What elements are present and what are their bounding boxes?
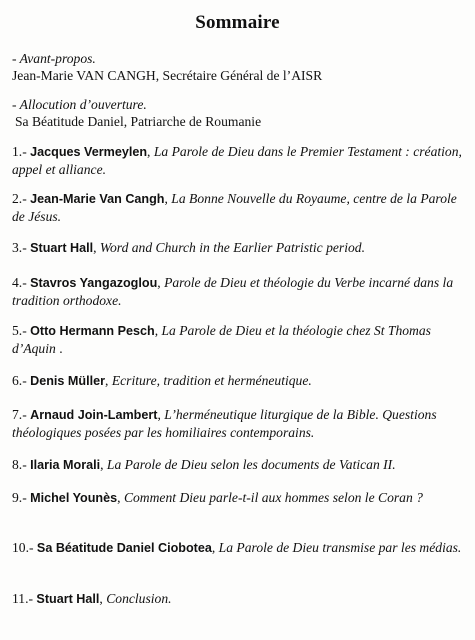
entry-separator: , <box>99 591 107 606</box>
entry-separator: , <box>211 540 219 555</box>
entry-title: Comment Dieu parle-t-il aux hommes selon le Coran ? <box>123 490 423 505</box>
opening-address-label: - Allocution d’ouverture. <box>12 97 147 112</box>
entry-author: Otto Hermann Pesch <box>30 324 155 338</box>
entry-title: La Bonne Nouvelle du Royaume, centre de la Parole de Jésus. <box>12 191 457 224</box>
entry-number: 6.- <box>12 373 31 388</box>
entry-separator: , <box>164 191 172 206</box>
entry-separator: , <box>154 323 162 338</box>
entry-separator: , <box>157 407 165 422</box>
entry-separator: , <box>157 275 165 290</box>
entry-author: Jacques Vermeylen <box>30 145 148 159</box>
entry-title: La Parole de Dieu transmise par les médias. <box>218 540 462 555</box>
entry-author: Denis Müller <box>30 374 106 388</box>
entry-title: La Parole de Dieu selon les documents de Vatican II. <box>106 457 396 472</box>
foreword-item <box>12 50 464 84</box>
opening-address-speaker: Sa Béatitude Daniel, Patriarche de Roumanie <box>15 114 262 129</box>
entry-separator: , <box>117 490 124 505</box>
entry-title: Conclusion. <box>106 591 172 606</box>
entry-title: Parole de Dieu et théologie du Verbe incarné dans la tradition orthodoxe. <box>12 275 454 308</box>
entry-number: 7.- <box>12 407 31 422</box>
entry-author: Jean-Marie Van Cangh <box>30 192 165 206</box>
entry-title: La Parole de Dieu dans le Premier Testament : création, appel et alliance. <box>12 144 462 177</box>
entry-number: 9.- <box>12 490 31 505</box>
entry-title: Word and Church in the Earlier Patristic period. <box>99 240 365 255</box>
toc-entry-3 <box>12 239 464 257</box>
toc-entry-11 <box>12 590 464 608</box>
entry-separator: , <box>100 457 107 472</box>
entry-separator: , <box>147 144 154 159</box>
toc-entry-5 <box>12 322 464 357</box>
entry-number: 10.- <box>12 540 37 555</box>
toc-entry-1 <box>12 143 464 178</box>
entry-author: Stuart Hall <box>36 592 100 606</box>
entry-author: Stuart Hall <box>30 241 94 255</box>
entry-number: 5.- <box>12 323 31 338</box>
entry-separator: , <box>105 373 112 388</box>
entry-separator: , <box>93 240 100 255</box>
toc-entry-9 <box>12 489 464 507</box>
entry-title: Ecriture, tradition et herméneutique. <box>111 373 312 388</box>
entry-author: Michel Younès <box>30 491 118 505</box>
toc-entry-10 <box>12 539 464 557</box>
toc-entry-2 <box>12 190 464 225</box>
foreword-author: Jean-Marie VAN CANGH, Secrétaire Général de l’AISR <box>12 68 323 83</box>
toc-entry-4 <box>12 274 464 309</box>
entry-author: Sa Béatitude Daniel Ciobotea <box>36 541 212 555</box>
entry-number: 2.- <box>12 191 31 206</box>
entry-title: La Parole de Dieu et la théologie chez St Thomas d’Aquin <box>12 323 431 356</box>
entry-author: Arnaud Join-Lambert <box>30 408 158 422</box>
entry-number: 8.- <box>12 457 31 472</box>
toc-entry-8 <box>12 456 464 474</box>
entry-number: 4.- <box>12 275 31 290</box>
entry-number: 1.- <box>12 144 31 159</box>
entry-title: L’herméneutique liturgique de la Bible. Questions théologiques posées par les homiliaires contemporains. <box>12 407 437 440</box>
entry-number: 3.- <box>12 240 31 255</box>
entry-number: 11.- <box>12 591 37 606</box>
foreword-label: - Avant-propos. <box>12 51 96 66</box>
entry-tail: . <box>55 341 63 356</box>
entry-author: Ilaria Morali <box>30 458 101 472</box>
toc-entry-7 <box>12 406 464 441</box>
opening-address-item <box>12 96 464 130</box>
page-title: Sommaire <box>195 12 280 33</box>
toc-entry-6 <box>12 372 464 390</box>
entry-author: Stavros Yangazoglou <box>30 276 158 290</box>
